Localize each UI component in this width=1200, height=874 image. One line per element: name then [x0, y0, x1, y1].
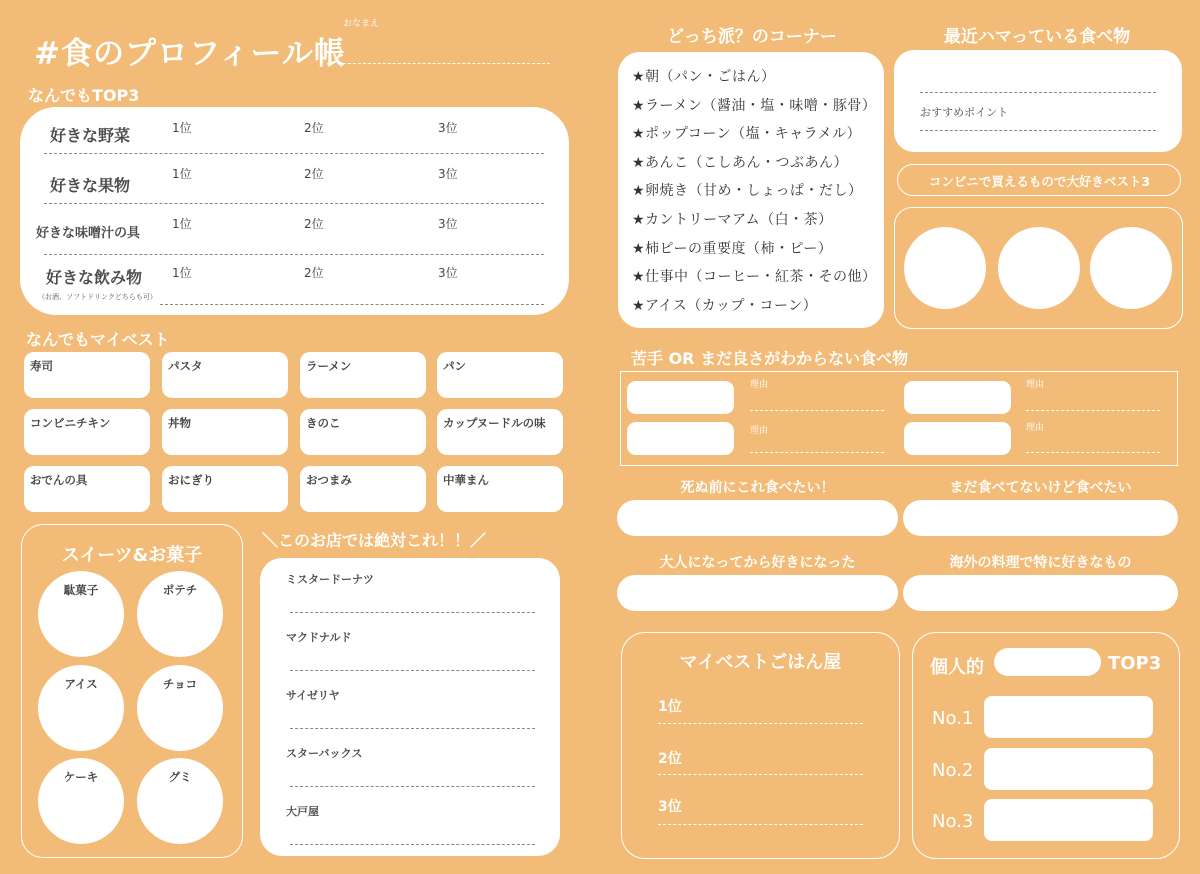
- conveni-circle[interactable]: [1090, 227, 1172, 309]
- shop-label: 大戸屋: [286, 805, 319, 818]
- reason-line[interactable]: [750, 452, 884, 453]
- shop-label: ミスタードーナツ: [286, 573, 374, 586]
- reason-label: 理由: [1026, 423, 1045, 433]
- top3-row-line[interactable]: [160, 304, 544, 305]
- dotchi-item[interactable]: ★柿ピーの重要度（柿・ピー）: [632, 240, 833, 257]
- personal-rank-label: No.3: [932, 811, 974, 832]
- mybest-box[interactable]: [437, 352, 563, 398]
- sweets-circle[interactable]: [137, 758, 223, 844]
- restaurant-heading: マイベストごはん屋: [679, 652, 842, 673]
- rank-1-label: 1位: [172, 121, 192, 135]
- reason-line[interactable]: [1026, 452, 1160, 453]
- top3-row: [20, 207, 569, 257]
- mybest-box[interactable]: [300, 466, 426, 512]
- sweets-label: アイス: [64, 677, 98, 691]
- dotchi-item[interactable]: ★仕事中（コーヒー・紅茶・その他）: [632, 269, 877, 286]
- dislike-box[interactable]: [904, 422, 1011, 455]
- rank-1-label: 1位: [172, 266, 192, 280]
- not-yet-field[interactable]: [903, 500, 1178, 536]
- sweets-circle[interactable]: [137, 665, 223, 751]
- dislike-box[interactable]: [627, 422, 734, 455]
- page-title: #食のプロフィール帳: [34, 36, 346, 72]
- sweets-circle[interactable]: [38, 665, 124, 751]
- rank-2-label: 2位: [304, 121, 324, 135]
- mybest-box[interactable]: [24, 352, 150, 398]
- not-yet-label: まだ食べてないけど食べたい: [949, 480, 1132, 496]
- reason-line[interactable]: [750, 410, 884, 411]
- rank-2-label: 2位: [304, 217, 324, 231]
- adult-label: 大人になってから好きになった: [659, 555, 856, 571]
- sweets-label: チョコ: [162, 677, 198, 691]
- dotchi-item[interactable]: ★ラーメン（醤油・塩・味噌・豚骨）: [632, 97, 877, 114]
- personal-rank-label: No.2: [932, 760, 974, 781]
- shop-label: マクドナルド: [286, 631, 352, 644]
- shops-heading: ＼このお店では絶対これ！！／: [262, 531, 487, 550]
- rank-2-label: 2位: [304, 266, 324, 280]
- restaurant-rank-label: 1位: [658, 699, 682, 715]
- top3-row-line[interactable]: [44, 153, 544, 154]
- personal-prefix: 個人的: [930, 657, 984, 678]
- top3-row-note: （お酒、ソフトドリンクどちらも可）: [38, 293, 157, 301]
- personal-rank-field[interactable]: [984, 799, 1153, 841]
- mybest-box[interactable]: [437, 409, 563, 455]
- personal-rank-field[interactable]: [984, 696, 1153, 738]
- personal-suffix: TOP3: [1108, 653, 1162, 674]
- dotchi-item[interactable]: ★アイス（カップ・コーン）: [632, 297, 818, 314]
- mybest-label: おにぎり: [168, 473, 214, 487]
- dotchi-list: [632, 66, 877, 323]
- mybest-box[interactable]: [162, 352, 288, 398]
- name-field[interactable]: [343, 55, 550, 64]
- recent-heading: 最近ハマっている食べ物: [943, 27, 1131, 47]
- reason-label: 理由: [750, 426, 769, 436]
- top3-row-line[interactable]: [44, 254, 544, 255]
- restaurant-rank-label: 2位: [658, 751, 682, 767]
- mybest-box[interactable]: [437, 466, 563, 512]
- shop-line[interactable]: [290, 728, 535, 729]
- top3-row-line[interactable]: [44, 203, 544, 204]
- mybest-label: パン: [443, 359, 466, 373]
- top3-row: [20, 107, 569, 157]
- mybest-box[interactable]: [24, 409, 150, 455]
- shop-line[interactable]: [290, 786, 535, 787]
- rank-3-label: 3位: [438, 266, 458, 280]
- rank-1-label: 1位: [172, 167, 192, 181]
- conveni-heading: コンビニで買えるもので大好きベスト3: [928, 174, 1151, 189]
- recommend-label: おすすめポイント: [920, 106, 1009, 119]
- shop-label: スターバックス: [286, 747, 363, 760]
- restaurant-rank-label: 3位: [658, 799, 682, 815]
- mybest-label: カップヌードルの味: [443, 416, 546, 430]
- adult-field[interactable]: [617, 575, 898, 611]
- sweets-label: グミ: [168, 770, 192, 784]
- rank-3-label: 3位: [438, 167, 458, 181]
- top3-row: [20, 157, 569, 207]
- mybest-label: おでんの具: [30, 473, 88, 487]
- sweets-label: 駄菓子: [63, 583, 99, 597]
- mybest-box[interactable]: [162, 466, 288, 512]
- mybest-label: 丼物: [168, 416, 191, 430]
- top3-row-label: 好きな果物: [50, 176, 131, 195]
- mybest-box[interactable]: [300, 409, 426, 455]
- mybest-box[interactable]: [300, 352, 426, 398]
- personal-theme-field[interactable]: [994, 648, 1101, 676]
- mybest-box[interactable]: [162, 409, 288, 455]
- recent-line[interactable]: [920, 92, 1156, 93]
- overseas-label: 海外の料理で特に好きなもの: [949, 555, 1132, 571]
- dislike-box[interactable]: [627, 381, 734, 414]
- shop-line[interactable]: [290, 612, 535, 613]
- mybest-label: ラーメン: [306, 359, 352, 373]
- restaurant-line[interactable]: [658, 824, 863, 825]
- mybest-heading: なんでもマイベスト: [26, 330, 170, 349]
- before-die-field[interactable]: [617, 500, 898, 536]
- top3-row-label: 好きな飲み物: [46, 268, 143, 287]
- mybest-label: おつまみ: [306, 473, 352, 487]
- rank-1-label: 1位: [172, 217, 192, 231]
- mybest-label: パスタ: [168, 359, 203, 373]
- mybest-box[interactable]: [24, 466, 150, 512]
- mybest-label: きのこ: [306, 416, 341, 430]
- rank-2-label: 2位: [304, 167, 324, 181]
- dislike-heading: 苦手 OR まだ良さがわからない食べ物: [631, 349, 909, 368]
- reason-label: 理由: [1026, 380, 1045, 390]
- personal-rank-field[interactable]: [984, 748, 1153, 790]
- mybest-label: 中華まん: [443, 473, 489, 487]
- dotchi-item[interactable]: ★あんこ（こしあん・つぶあん）: [632, 154, 849, 171]
- conveni-circle[interactable]: [998, 227, 1080, 309]
- personal-rank-label: No.1: [932, 708, 974, 729]
- sweets-circle[interactable]: [38, 571, 124, 657]
- reason-label: 理由: [750, 380, 769, 390]
- dislike-box[interactable]: [904, 381, 1011, 414]
- rank-3-label: 3位: [438, 121, 458, 135]
- dotchi-item[interactable]: ★カントリーマアム（白・茶）: [632, 211, 833, 228]
- dotchi-heading: どっち派？のコーナー: [667, 27, 837, 47]
- rank-3-label: 3位: [438, 217, 458, 231]
- name-label: おなまえ: [343, 19, 380, 29]
- dotchi-item[interactable]: ★卵焼き（甘め・しょっぱ・だし）: [632, 183, 863, 200]
- top3-row-label: 好きな野菜: [50, 126, 131, 145]
- shop-line[interactable]: [290, 844, 535, 845]
- mybest-label: 寿司: [30, 359, 53, 373]
- conveni-circle[interactable]: [904, 227, 986, 309]
- restaurant-line[interactable]: [658, 723, 863, 724]
- top3-heading: なんでもTOP3: [28, 86, 140, 105]
- overseas-field[interactable]: [903, 575, 1178, 611]
- mybest-label: コンビニチキン: [30, 416, 111, 430]
- recent-panel: [894, 50, 1182, 152]
- sweets-heading: スイーツ&お菓子: [61, 545, 203, 566]
- dotchi-item[interactable]: ★ポップコーン（塩・キャラメル）: [632, 126, 862, 143]
- recommend-line[interactable]: [920, 130, 1156, 131]
- sweets-circle[interactable]: [137, 571, 223, 657]
- sweets-label: ポテチ: [162, 583, 198, 597]
- reason-line[interactable]: [1026, 410, 1160, 411]
- shop-label: サイゼリヤ: [286, 689, 340, 702]
- dotchi-item[interactable]: ★朝（パン・ごはん）: [632, 69, 776, 85]
- shop-line[interactable]: [290, 670, 535, 671]
- before-die-label: 死ぬ前にこれ食べたい！: [680, 480, 835, 496]
- sweets-circle[interactable]: [38, 758, 124, 844]
- sweets-label: ケーキ: [63, 770, 99, 784]
- restaurant-line[interactable]: [658, 774, 863, 775]
- top3-row: [20, 257, 569, 315]
- top3-row-label: 好きな味噌汁の具: [36, 226, 141, 241]
